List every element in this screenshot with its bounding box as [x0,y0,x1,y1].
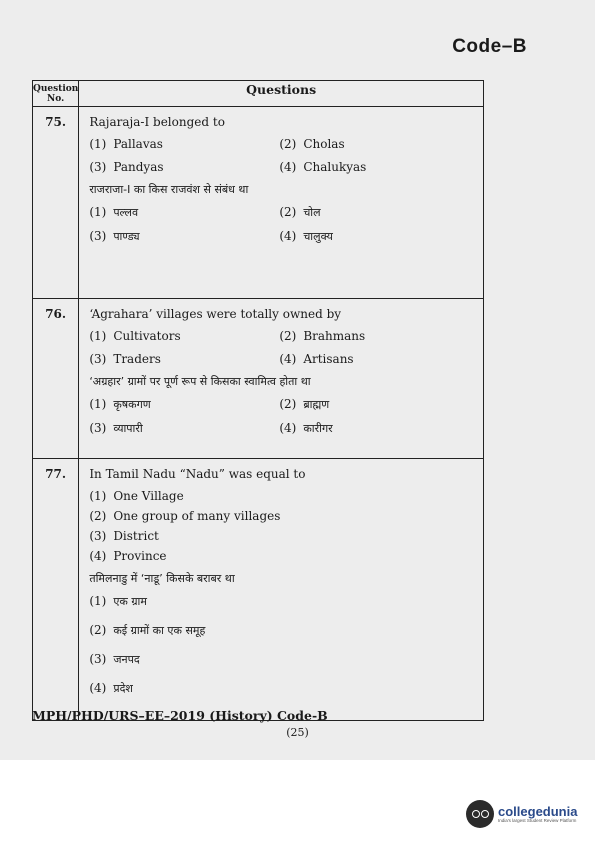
brand-tagline: India's largest Student Review Platform [498,817,577,823]
page-number: (25) [286,726,309,739]
option: (3) Traders [89,352,161,366]
question-number: 77. [33,459,79,721]
question-stem-en: ‘Agrahara’ villages were totally owned by [89,307,342,321]
question-body [79,299,484,459]
option: (2) चोल [279,205,321,219]
question-row [33,299,484,459]
options-hi [89,397,475,436]
option: (4) Chalukyas [279,160,367,174]
brand-logo [466,800,577,828]
questions-header: Questions [79,81,484,107]
options-en [89,489,475,563]
question-row [33,107,484,299]
option: (3) पाण्ड्य [89,229,140,243]
option: (2) Cholas [279,137,345,151]
option: (3) District [89,529,159,543]
option: (4) प्रदेश [89,681,133,695]
table-header-row [33,81,484,107]
option: (2) ब्राह्मण [279,397,330,411]
option: (4) Artisans [279,352,354,366]
question-number: 76. [33,299,79,459]
question-stem-hi: ‘अग्रहार’ ग्रामों पर पूर्ण रूप से किसका स्वामित्व होता था [89,375,311,388]
question-body [79,459,484,721]
option: (1) एक ग्राम [89,594,147,608]
questions-table [32,80,484,721]
option: (1) One Village [89,489,184,503]
brand-name: collegedunia [498,803,578,819]
paper-footer-title: MPH/PHD/URS–EE–2019 (History) Code-B [32,708,328,723]
option: (4) चालुक्य [279,229,333,243]
question-stem-hi: राजराजा-I का किस राजवंश से संबंध था [89,183,249,196]
brand-text [498,803,578,823]
options-hi [89,594,475,696]
option: (1) Pallavas [89,137,163,151]
option: (1) पल्लव [89,205,139,219]
question-stem-hi: तमिलनाडु में ‘नाडू’ किसके बराबर था [89,572,235,585]
option: (1) Cultivators [89,329,181,343]
question-number-header: Question No. [33,81,79,107]
options-hi [89,205,475,244]
option: (3) जनपद [89,652,140,666]
question-stem-en: Rajaraja-I belonged to [89,115,225,129]
question-row [33,459,484,721]
option: (2) One group of many villages [89,509,281,523]
option: (2) Brahmans [279,329,366,343]
option: (4) कारीगर [279,421,333,435]
option: (1) कृषकगण [89,397,151,411]
mascot-icon [466,800,494,828]
question-number: 75. [33,107,79,299]
question-body [79,107,484,299]
question-stem-en: In Tamil Nadu “Nadu” was equal to [89,467,306,481]
options-en [89,329,475,366]
option: (3) व्यापारी [89,421,143,435]
paper-code: Code–B [452,36,527,57]
option: (2) कई ग्रामों का एक समूह [89,623,206,637]
options-en [89,137,475,174]
option: (3) Pandyas [89,160,164,174]
option: (4) Province [89,549,167,563]
